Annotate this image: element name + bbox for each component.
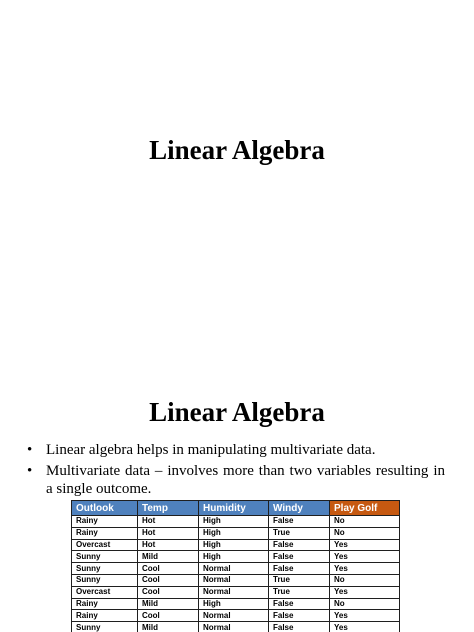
bullet-icon: • [27,442,33,458]
slide-1-title: Linear Algebra [149,135,325,165]
table-cell: Hot [138,539,199,551]
table-row [72,586,400,598]
table-row [72,574,400,586]
table-cell: Normal [199,586,269,598]
table-cell: High [199,539,269,551]
table-cell: Hot [138,527,199,539]
table-cell: Yes [330,539,400,551]
table-cell: Cool [138,586,199,598]
header-outlook: Outlook [72,501,138,516]
table-row [72,622,400,632]
play-golf-table [71,500,400,632]
table-cell: False [269,551,330,563]
slide-2 [0,370,474,632]
table-cell: No [330,598,400,610]
table-cell: Rainy [72,516,138,528]
table-cell: Yes [330,551,400,563]
table-row [72,551,400,563]
table-cell: False [269,539,330,551]
bullet-text: Multivariate data – involves more than two variables resulting in a single outcome. [46,463,445,497]
table-cell: Sunny [72,563,138,575]
table-cell: True [269,574,330,586]
table-cell: Sunny [72,574,138,586]
table-row [72,539,400,551]
table-cell: No [330,574,400,586]
table-cell: Cool [138,563,199,575]
bullet-item [27,462,445,498]
slide-2-title: Linear Algebra [149,397,325,427]
bullet-icon: • [27,463,33,479]
table-cell: Yes [330,610,400,622]
table-cell: Yes [330,622,400,632]
table-cell: Overcast [72,586,138,598]
table-row [72,610,400,622]
table-cell: Rainy [72,610,138,622]
table-cell: False [269,563,330,575]
bullet-list [27,441,445,501]
table-cell: Sunny [72,551,138,563]
table-cell: Overcast [72,539,138,551]
table-cell: Yes [330,563,400,575]
table-cell: Rainy [72,598,138,610]
table-cell: Sunny [72,622,138,632]
table-cell: False [269,598,330,610]
table-cell: False [269,610,330,622]
bullet-item [27,441,445,459]
table-cell: False [269,622,330,632]
table-cell: True [269,586,330,598]
table-row [72,516,400,528]
table-cell: Mild [138,622,199,632]
table-cell: High [199,516,269,528]
table-cell: Mild [138,551,199,563]
table-cell: High [199,551,269,563]
table-cell: No [330,527,400,539]
table-cell: High [199,527,269,539]
header-windy: Windy [269,501,330,516]
table-cell: Normal [199,563,269,575]
table-row [72,527,400,539]
table-cell: Normal [199,574,269,586]
table-cell: Cool [138,574,199,586]
table-cell: Rainy [72,527,138,539]
table-cell: False [269,516,330,528]
table-cell: No [330,516,400,528]
table-cell: Hot [138,516,199,528]
header-humidity: Humidity [199,501,269,516]
table-cell: High [199,598,269,610]
header-temp: Temp [138,501,199,516]
bullet-text: Linear algebra helps in manipulating multivariate data. [46,442,376,458]
table-cell: Yes [330,586,400,598]
table-cell: Normal [199,610,269,622]
table-cell: True [269,527,330,539]
header-play-golf: Play Golf [330,501,400,516]
table-cell: Normal [199,622,269,632]
table-row [72,598,400,610]
table-cell: Cool [138,610,199,622]
table-row [72,563,400,575]
table-header-row [72,501,400,516]
table-cell: Mild [138,598,199,610]
